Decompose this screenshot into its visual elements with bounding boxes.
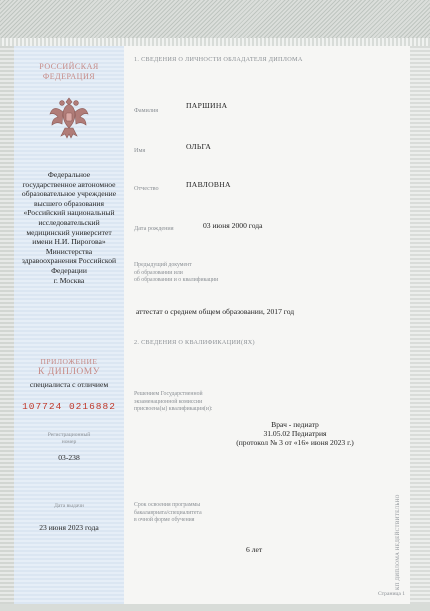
org-line: медицинский университет [26, 227, 112, 237]
first-name-label: Имя [134, 147, 146, 154]
prev-doc-line: Предыдущий документ [134, 262, 192, 268]
coat-of-arms-icon [48, 94, 90, 144]
university-name [16, 170, 122, 285]
prev-doc-line: об образовании и о квалификации [134, 277, 219, 283]
surname-value: ПАРШИНА [186, 101, 228, 110]
prev-doc-value: аттестат о среднем общем образовании, 2017 год [136, 307, 295, 316]
reg-number-value: 03-238 [58, 453, 80, 462]
org-line: Федеральное [47, 170, 91, 179]
duration-label [134, 502, 202, 525]
country-line-2: ФЕДЕРАЦИЯ [42, 72, 96, 81]
qualification-line: (протокол № 3 от «16» июня 2023 г.) [236, 438, 354, 448]
org-line: государственное автономное [22, 179, 116, 189]
country-line-1: РОССИЙСКАЯ [39, 62, 99, 71]
first-name-value: ОЛЬГА [186, 142, 212, 151]
prev-doc-line: об образовании или [134, 269, 183, 276]
surname-label: Фамилия [134, 107, 159, 114]
qualification-line: Врач - педиатр [271, 420, 319, 429]
duration-line: Срок освоения программы [134, 502, 201, 508]
vertical-note: КП ДИПЛОМА НЕДЕЙСТВИТЕЛЬНО [395, 494, 401, 590]
commission-line: Решением Государственной [134, 391, 203, 397]
org-line: Федерации [51, 265, 87, 275]
org-line: Министерства [45, 246, 93, 256]
appendix-heading-1: ПРИЛОЖЕНИЕ [40, 357, 98, 366]
right-side-strip [410, 46, 430, 604]
appendix-heading-2: К ДИПЛОМУ [38, 367, 100, 377]
bottom-band [0, 604, 430, 611]
birth-date-value: 03 июня 2000 года [203, 221, 263, 230]
reg-label-line-1: Регистрационный [47, 432, 91, 438]
org-line: высшего образования [34, 198, 104, 208]
commission-line: экзаменационной комиссии [134, 398, 203, 405]
patronymic-value: ПАВЛОВНА [186, 180, 231, 189]
birth-date-label: Дата рождения [134, 225, 174, 232]
qualification-block [210, 420, 380, 448]
country-heading [14, 62, 124, 82]
prev-doc-label [134, 262, 218, 285]
section-1-heading: 1. СВЕДЕНИЯ О ЛИЧНОСТИ ОБЛАДАТЕЛЯ ДИПЛОМА [134, 56, 303, 63]
duration-value: 6 лет [246, 545, 263, 554]
guilloche-border [0, 38, 430, 46]
serial-number: 107724 0216882 [22, 401, 116, 412]
patronymic-label: Отчество [134, 185, 159, 192]
reg-label-line-2: номер [61, 439, 77, 445]
commission-label [134, 391, 213, 414]
section-2-heading: 2. СВЕДЕНИЯ О КВАЛИФИКАЦИИ(ЯХ) [134, 339, 255, 346]
duration-line: бакалавриата/специалитета [134, 509, 202, 516]
org-line: г. Москва [53, 275, 85, 285]
duration-line: в очной форме обучения [134, 517, 195, 523]
org-line: образовательное учреждение [21, 189, 117, 199]
top-security-band [0, 0, 430, 38]
commission-line: присвоена(ы) квалификация(и): [134, 406, 213, 412]
org-line: «Российский национальный [23, 208, 115, 218]
qualification-line: 31.05.02 Педиатрия [263, 429, 327, 439]
org-line: исследовательский [38, 217, 100, 227]
org-line: здравоохранения Российской [21, 256, 117, 266]
issue-date-label: Дата выдачи [54, 503, 84, 509]
honours-text: специалиста с отличием [29, 380, 109, 389]
left-edge-strip [0, 46, 14, 604]
org-line: имени Н.И. Пирогова» [32, 237, 106, 247]
issue-date-value: 23 июня 2023 года [39, 523, 99, 532]
page-number: Страница 1 [378, 591, 406, 597]
reg-number-label [14, 432, 124, 446]
